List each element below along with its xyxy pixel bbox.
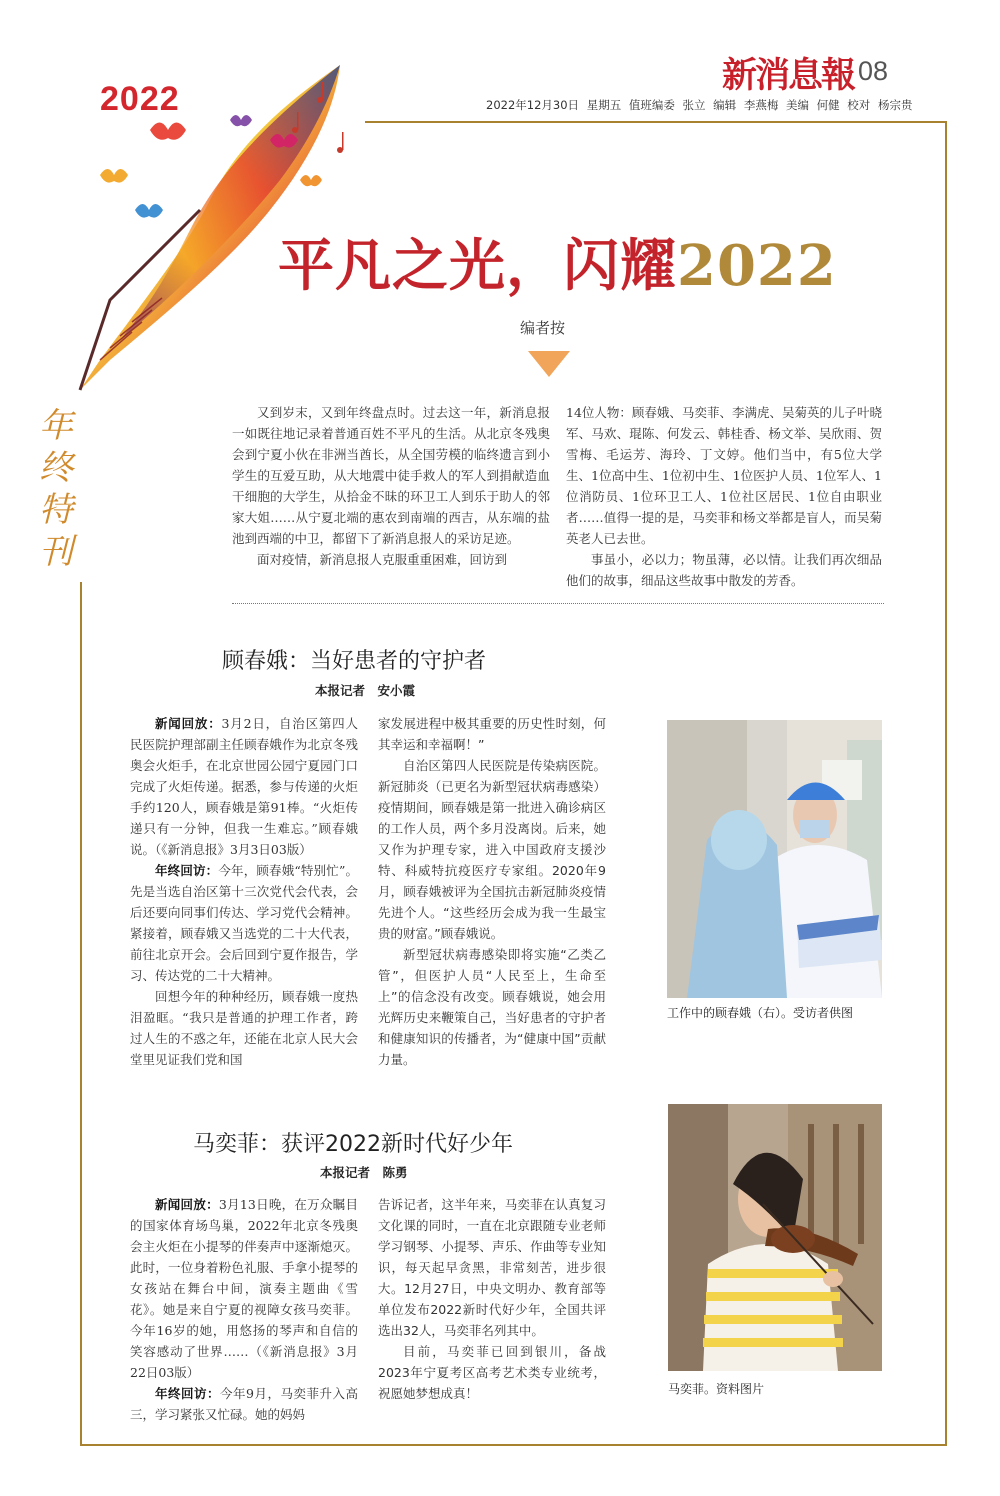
- article-title: 顾春娥：当好患者的守护者: [222, 649, 487, 674]
- article2-column-2: [378, 1194, 606, 1404]
- article-title: 马奕菲：获评2022新时代好少年: [193, 1132, 513, 1157]
- article-paragraph: [130, 860, 358, 986]
- article1-column-1: [130, 713, 358, 1070]
- proofreader-label: 校对: [847, 98, 871, 112]
- duty-editor-label: 值班编委: [628, 98, 675, 112]
- article2-column-1: [130, 1194, 358, 1425]
- article1-column-2: [378, 713, 606, 1070]
- feature-title-year: 2022: [677, 233, 837, 299]
- intro-column-2: [566, 402, 882, 591]
- photo-caption: 工作中的顾春娥（右）。受访者供图: [667, 1006, 854, 1020]
- issue-info: [486, 97, 916, 113]
- intro-paragraph: 面对疫情，新消息报人克服重重困难，回访到: [257, 552, 508, 567]
- designer-name: 何健: [816, 98, 840, 112]
- article-paragraph: 回想今年的种种经历，顾春娥一度热泪盈眶。“我只是普通的护理工作者，跨过人生的不惑之年，还能在北京人民大会堂里见证我们党和国: [130, 989, 358, 1067]
- intro-paragraph: 14位人物：顾春娥、马奕菲、李满虎、吴菊英的儿子叶晓军、马欢、琨陈、何发云、韩桂香、杨文举、吴欣雨、贺雪梅、毛运芳、海玲、丁文婷。他们当中，有5位大学生、1位高中生、1位初中生、1位医护人员、1位军人、1位消防员、1位环卫工人、1位社区居民、1位自由职业者……值得一提的是，马奕菲和杨文举都是盲人，而吴菊英老人已去世。: [566, 405, 882, 546]
- paragraph-label: 年终回访：: [155, 1386, 221, 1401]
- frame-right-border: [945, 121, 947, 1446]
- weekday: 星期五: [586, 98, 622, 112]
- article-byline: 本报记者 陈勇: [320, 1165, 408, 1180]
- article-paragraph: 新型冠状病毒感染即将实施“乙类乙管”，但医护人员“人民至上，生命至上”的信念没有改变。顾春娥说，她会用光辉历史来鞭策自己，当好患者的守护者和健康知识的传播者，为“健康中国”贡献力量。: [378, 947, 606, 1067]
- article-paragraph: 告诉记者，这半年来，马奕菲在认真复习文化课的同时，一直在北京跟随专业老师学习钢琴、小提琴、声乐、作曲等专业知识，每天起早贪黑，非常刻苦，进步很大。12月27日，中央文明办、教育部等单位发布2022新时代好少年，全国共评选出32人，马奕菲名列其中。: [378, 1197, 606, 1338]
- photo-nurse: [667, 720, 882, 998]
- year-label: 2022: [100, 80, 180, 118]
- down-triangle-icon: [528, 351, 570, 377]
- side-char: 刊: [39, 532, 73, 572]
- duty-editor-name: 张立: [682, 98, 706, 112]
- article-paragraph: 目前，马奕菲已回到银川，备战2023年宁夏考区高考艺术类专业统考，祝愿她梦想成真！: [378, 1344, 606, 1401]
- proofreader-name: 杨宗贵: [877, 98, 913, 112]
- newspaper-masthead: 新消息報: [722, 55, 855, 96]
- article-byline: 本报记者 安小霞: [315, 683, 416, 698]
- article-paragraph: [130, 1194, 358, 1383]
- intro-paragraph: 事虽小，必以力；物虽薄，必以情。让我们再次细品他们的故事，细品这些故事中散发的芳香。: [566, 552, 882, 588]
- page-number: 08: [858, 56, 889, 86]
- article-paragraph: [130, 1383, 358, 1425]
- side-char: 年: [39, 406, 73, 446]
- editor-name: 李燕梅: [743, 98, 779, 112]
- photo-violinist: [668, 1104, 882, 1371]
- paragraph-text: 今年9月，马奕菲升入高三，学习紧张又忙碌。她的妈妈: [130, 1386, 358, 1422]
- intro-column-1: [232, 402, 550, 570]
- frame-left-border: [80, 582, 82, 1446]
- paragraph-label: 新闻回放：: [155, 716, 222, 731]
- photo-caption: 马奕菲。资料图片: [668, 1382, 765, 1396]
- article-paragraph: 自治区第四人民医院是传染病医院。新冠肺炎（已更名为新型冠状病毒感染）疫情期间，顾春娥是第一批进入确诊病区的工作人员，两个多月没离岗。后来，她又作为护理专家，进入中国政府支援沙特、科威特抗疫医疗专家组。2020年9月，顾春娥被评为全国抗击新冠肺炎疫情先进个人。“这些经历会成为我一生最宝贵的财富。”顾春娥说。: [378, 758, 606, 941]
- feature-title-text: 平凡之光，闪耀: [278, 233, 677, 299]
- frame-bottom-border: [80, 1444, 947, 1446]
- paragraph-text: 今年，顾春娥“特别忙”。先是当选自治区第十三次党代会代表，会后还要向同事们传达、学习党代会精神。紧接着，顾春娥又当选党的二十大代表，前往北京开会。会后回到宁夏作报告，学习、传达党的二十大精神。: [130, 863, 358, 983]
- designer-label: 美编: [785, 98, 809, 112]
- issue-date: 2022年12月30日: [486, 98, 580, 112]
- paragraph-label: 新闻回放：: [155, 1197, 219, 1212]
- year-end-special-label: [36, 405, 76, 573]
- frame-top-border: [365, 121, 947, 123]
- side-char: 特: [39, 490, 73, 530]
- section-divider: [232, 603, 884, 604]
- editor-note-heading: 编者按: [520, 319, 566, 337]
- paragraph-text: 3月13日晚，在万众瞩目的国家体育场鸟巢，2022年北京冬残奥会主火炬在小提琴的伴奏声中逐渐熄灭。此时，一位身着粉色礼服、手拿小提琴的女孩站在舞台中间，演奏主题曲《雪花》。她是来自宁夏的视障女孩马奕菲。今年16岁的她，用悠扬的琴声和自信的笑容感动了世界……（《新消息报》3月22日03版）: [130, 1197, 358, 1380]
- article-paragraph: 家发展进程中极其重要的历史性时刻，何其幸运和幸福啊！”: [378, 716, 606, 752]
- side-char: 终: [39, 448, 73, 488]
- editor-label: 编辑: [713, 98, 737, 112]
- paragraph-label: 年终回访：: [155, 863, 219, 878]
- paragraph-text: 3月2日，自治区第四人民医院护理部副主任顾春娥作为北京冬残奥会火炬手，在北京世园公园宁夏园门口完成了火炬传递。据悉，参与传递的火炬手约120人，顾春娥是第91棒。“火炬传递只有一分钟，但我一生难忘。”顾春娥说。（《新消息报》3月3日03版）: [130, 716, 358, 857]
- feature-title: [278, 222, 837, 302]
- article-paragraph: [130, 713, 358, 860]
- intro-paragraph: 又到岁末，又到年终盘点时。过去这一年，新消息报一如既往地记录着普通百姓不平凡的生活。从北京冬残奥会到宁夏小伙在非洲当酋长，从全国劳模的临终遗言到小学生的互爱互助，从大地震中徒手救人的军人到捐献造血干细胞的大学生，从拾金不昧的环卫工人到乐于助人的邻家大姐……从宁夏北端的惠农到南端的西吉，从东端的盐池到西端的中卫，都留下了新消息报人的采访足迹。: [232, 405, 550, 546]
